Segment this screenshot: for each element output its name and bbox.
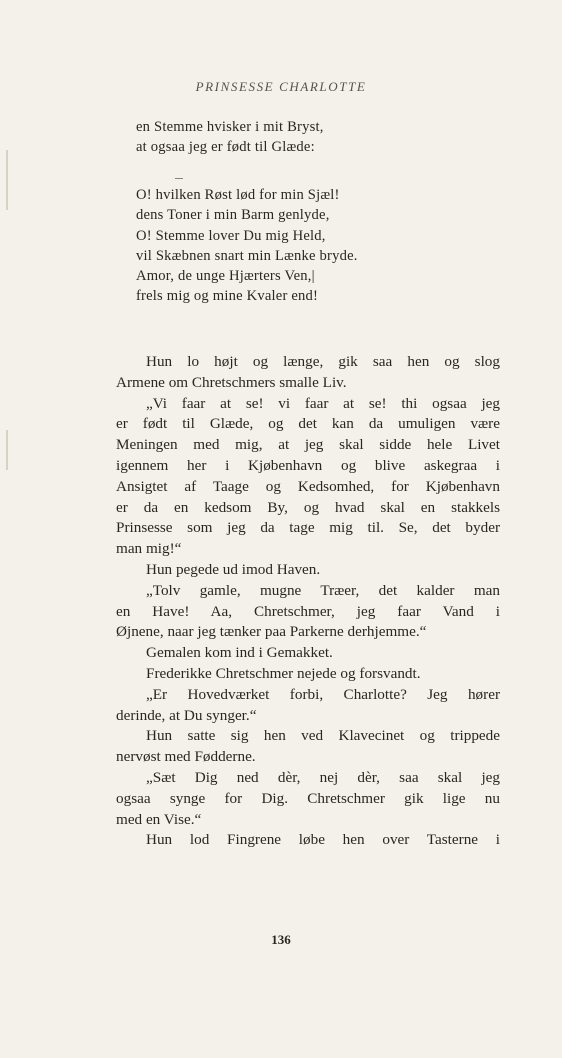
prose-line: er da en kedsom By, og hvad skal en stakkels <box>116 498 500 516</box>
prose-line: med en Vise.“ <box>116 810 202 828</box>
verse-stanza <box>136 185 536 307</box>
prose-line: „Tolv gamle, mugne Træer, det kalder man <box>146 581 500 599</box>
prose-line: er født til Glæde, og det kan da umuligen være <box>116 415 500 433</box>
prose-line: Prinsesse som jeg da tage mig til. Se, det byder <box>116 519 500 537</box>
prose-line: „Er Hovedværket forbi, Charlotte? Jeg hører <box>146 685 500 703</box>
page-edge-shadow <box>6 150 8 210</box>
prose-line: Armene om Chretschmers smalle Liv. <box>116 373 347 391</box>
prose-line: Hun lo højt og længe, gik saa hen og slog <box>146 353 500 370</box>
verse-line: at ogsaa jeg er født til Glæde: <box>136 139 315 156</box>
prose-line: derinde, at Du synger.“ <box>116 706 257 724</box>
verse-line: dens Toner i min Barm genlyde, <box>136 207 330 224</box>
prose-line: man mig!“ <box>116 540 182 558</box>
verse-top <box>136 117 536 158</box>
verse-line: O! hvilken Røst lød for min Sjæl! <box>136 187 340 203</box>
prose-line: Gemalen kom ind i Gemakket. <box>146 644 333 662</box>
verse-separator-dash <box>175 178 183 179</box>
prose-line: „Sæt Dig ned dèr, nej dèr, saa skal jeg <box>146 768 500 786</box>
page-number: 136 <box>271 932 291 947</box>
prose-line: Hun lod Fingrene løbe hen over Tasterne i <box>146 831 500 849</box>
prose-line: Øjnene, naar jeg tænker paa Parkerne derhjemme.“ <box>116 623 427 641</box>
prose-line: Hun satte sig hen ved Klavecinet og trippede <box>146 727 500 745</box>
prose-line: „Vi faar at se! vi faar at se! thi ogsaa jeg <box>146 394 500 412</box>
prose-line: en Have! Aa, Chretschmer, jeg faar Vand i <box>116 602 500 620</box>
verse-line: vil Skæbnen snart min Lænke bryde. <box>136 247 358 264</box>
prose-body <box>116 352 500 851</box>
prose-line: Hun pegede ud imod Haven. <box>146 560 321 578</box>
verse-line: O! Stemme lover Du mig Held, <box>136 227 326 244</box>
verse-line: frels mig og mine Kvaler end! <box>136 288 319 305</box>
prose-line: Frederikke Chretschmer nejede og forsvandt. <box>146 664 421 682</box>
verse-line: Amor, de unge Hjærters Ven,| <box>136 268 315 285</box>
prose-line: nervøst med Fødderne. <box>116 748 256 766</box>
verse-line: en Stemme hvisker i mit Bryst, <box>136 119 324 135</box>
prose-line: igennem her i Kjøbenhavn og blive askegraa i <box>116 456 500 474</box>
page-edge-shadow <box>6 430 8 470</box>
running-head: PRINSESSE CHARLOTTE <box>195 79 367 94</box>
prose-line: Meningen med mig, at jeg skal sidde hele Livet <box>116 436 500 454</box>
prose-line: Ansigtet af Taage og Kedsomhed, for Kjøbenhavn <box>116 477 500 495</box>
prose-line: ogsaa synge for Dig. Chretschmer gik lige nu <box>116 789 500 807</box>
